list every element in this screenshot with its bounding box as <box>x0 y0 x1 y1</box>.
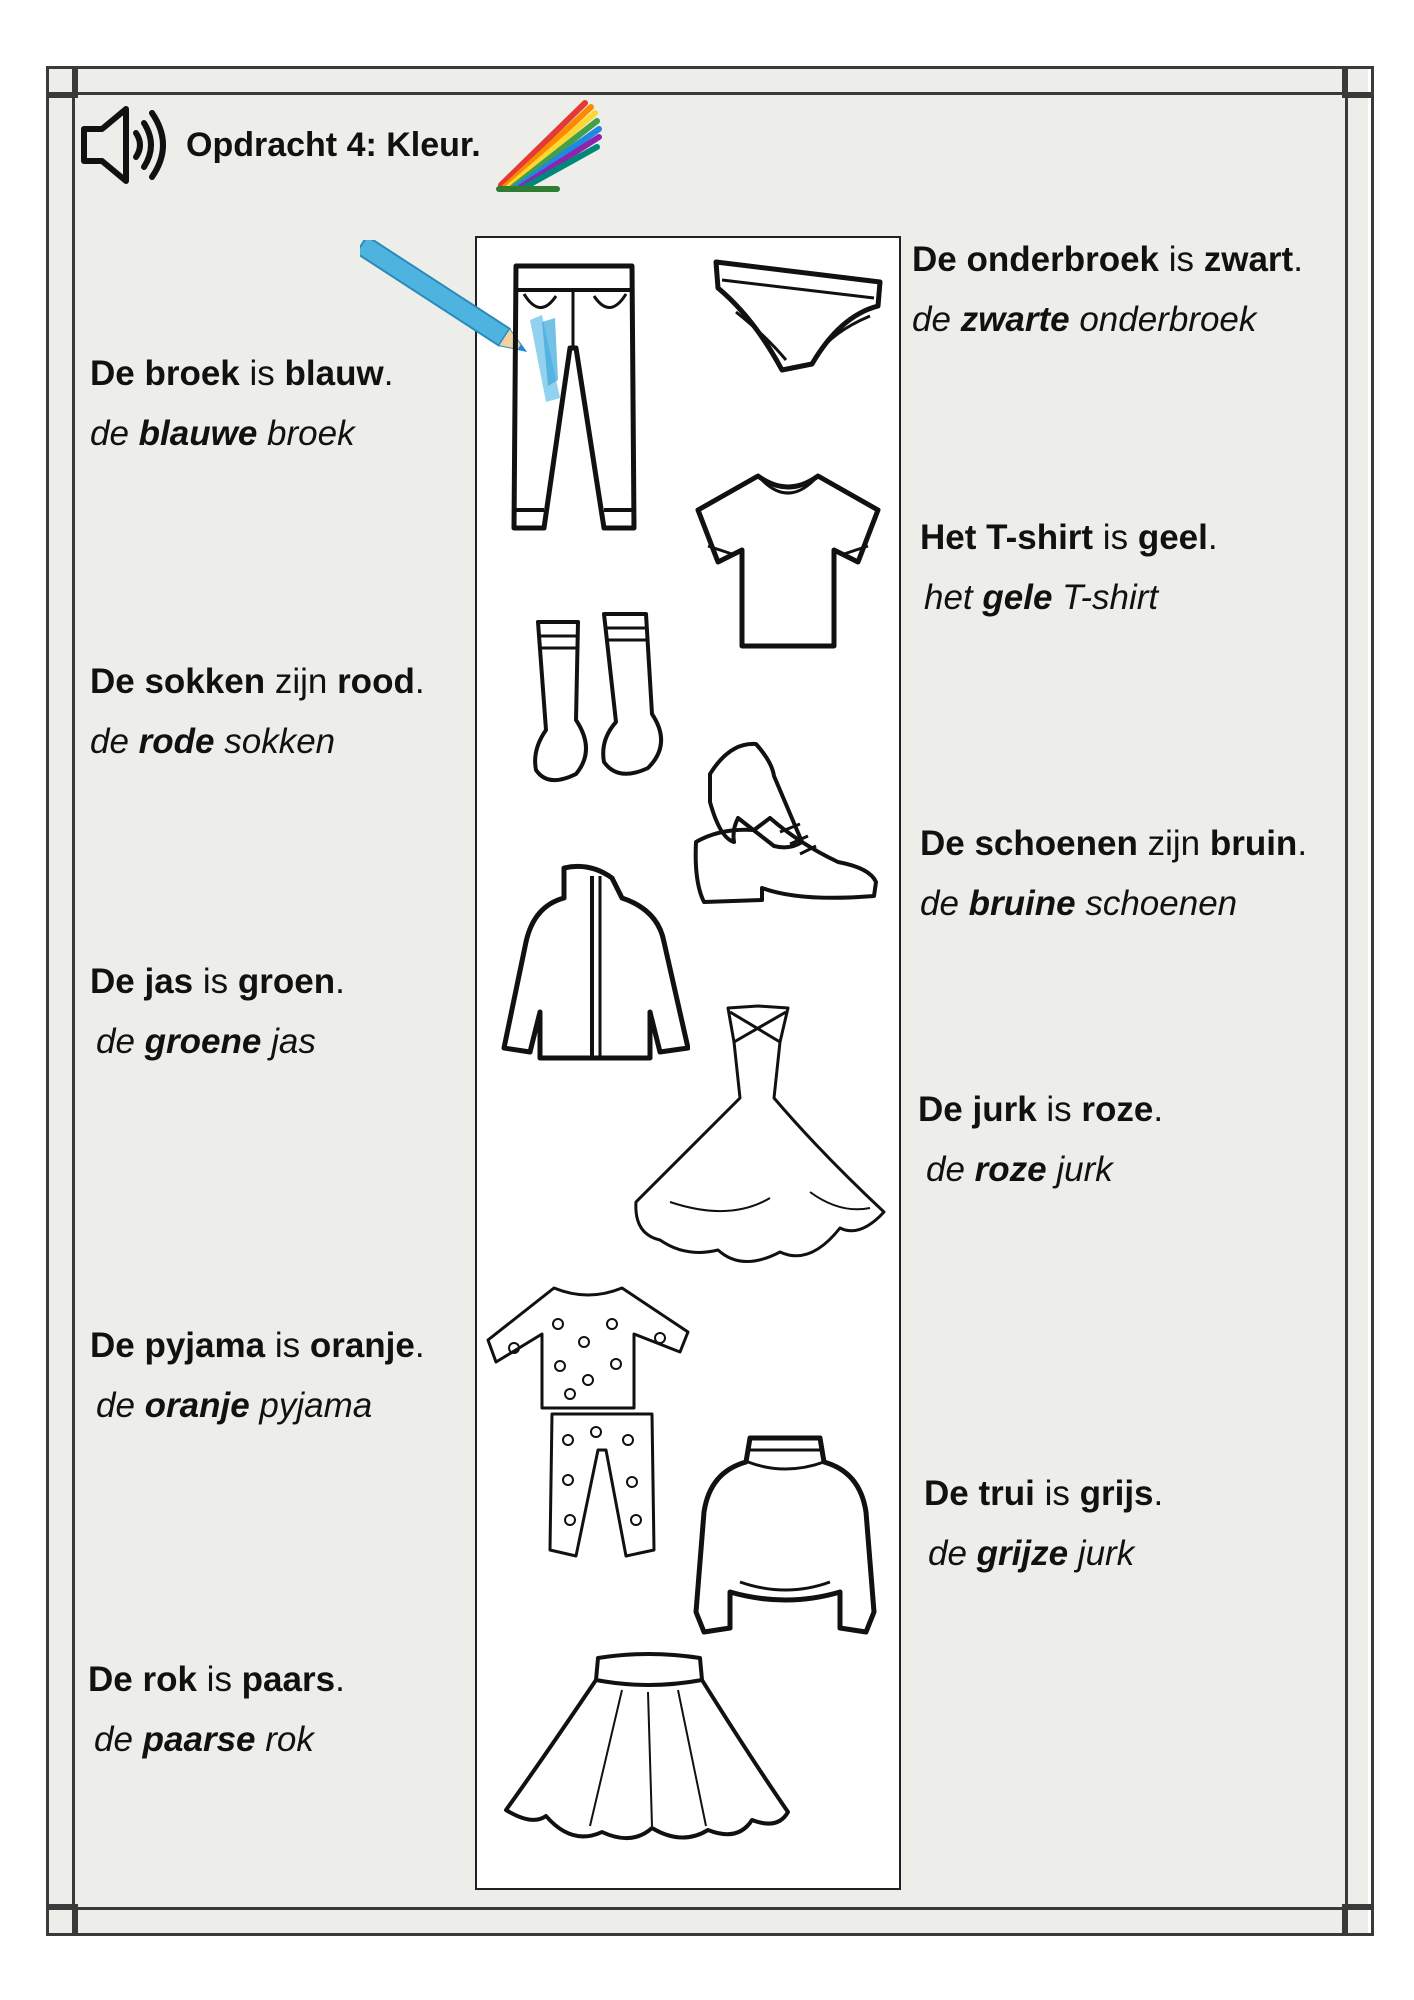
period: . <box>383 354 394 393</box>
color-word: oranje <box>309 1326 415 1365</box>
verb: is <box>239 354 285 393</box>
sentence-trousers <box>90 344 393 464</box>
frame-corner <box>46 1904 78 1936</box>
color-word: zwart <box>1203 240 1294 279</box>
adjective: roze <box>974 1150 1047 1189</box>
sentence-skirt <box>88 1650 345 1770</box>
pyjama-top-icon <box>484 1284 694 1412</box>
noun-italic: broek <box>257 414 355 453</box>
noun: De broek <box>90 354 240 393</box>
shoes-icon <box>690 732 884 912</box>
adjective: bruine <box>968 884 1076 923</box>
socks-icon <box>528 610 678 786</box>
article: het <box>924 578 983 617</box>
adjective: rode <box>138 722 215 761</box>
noun: Het T-shirt <box>920 518 1094 557</box>
noun-italic: sokken <box>214 722 336 761</box>
color-word: roze <box>1081 1090 1154 1129</box>
article: de <box>912 300 961 339</box>
frame-corner <box>1342 66 1374 98</box>
frame-corner <box>46 66 78 98</box>
sentence-underpants <box>912 230 1303 350</box>
noun: De rok <box>88 1660 197 1699</box>
verb: is <box>1036 1090 1082 1129</box>
noun: De jas <box>90 962 194 1001</box>
skirt-icon <box>502 1650 792 1846</box>
underpants-icon <box>712 256 884 376</box>
article: de <box>928 1534 977 1573</box>
color-word: paars <box>241 1660 336 1699</box>
period: . <box>414 662 425 701</box>
period: . <box>1297 824 1308 863</box>
color-word: rood <box>337 662 415 701</box>
adjective: gele <box>982 578 1053 617</box>
color-word: geel <box>1137 518 1208 557</box>
noun-italic: T-shirt <box>1052 578 1159 617</box>
period: . <box>335 1660 345 1699</box>
adjective: blauwe <box>138 414 258 453</box>
adjective: paarse <box>142 1720 256 1759</box>
noun: De sokken <box>90 662 266 701</box>
noun: De trui <box>924 1474 1035 1513</box>
verb: is <box>265 1326 310 1365</box>
article: de <box>96 1022 145 1061</box>
period: . <box>335 962 345 1001</box>
exercise-header <box>78 100 607 190</box>
sentence-socks <box>90 652 425 772</box>
pyjama-trousers-icon <box>546 1410 658 1560</box>
noun-italic: jurk <box>1046 1150 1113 1189</box>
verb: is <box>196 1660 242 1699</box>
speaker-icon[interactable] <box>78 99 176 191</box>
noun-italic: pyjama <box>249 1386 373 1425</box>
colored-pencils-icon <box>487 95 607 195</box>
noun-italic: onderbroek <box>1069 300 1257 339</box>
adjective: groene <box>144 1022 262 1061</box>
noun-italic: jas <box>261 1022 316 1061</box>
adjective: grijze <box>976 1534 1069 1573</box>
noun-italic: schoenen <box>1075 884 1238 923</box>
period: . <box>414 1326 425 1365</box>
frame-corner <box>1342 1904 1374 1936</box>
sentence-pyjama <box>90 1316 425 1436</box>
article: de <box>90 414 139 453</box>
article: de <box>90 722 139 761</box>
color-word: grijs <box>1079 1474 1154 1513</box>
verb: is <box>1093 518 1138 557</box>
noun-italic: jurk <box>1068 1534 1135 1573</box>
adjective: oranje <box>144 1386 250 1425</box>
noun: De onderbroek <box>912 240 1159 279</box>
noun: De schoenen <box>920 824 1138 863</box>
noun-italic: rok <box>255 1720 314 1759</box>
article: de <box>96 1386 145 1425</box>
sentence-shoes <box>920 814 1307 934</box>
color-word: bruin <box>1209 824 1298 863</box>
noun: De pyjama <box>90 1326 266 1365</box>
article: de <box>920 884 969 923</box>
sentence-t-shirt <box>920 508 1218 628</box>
period: . <box>1207 518 1218 557</box>
verb: is <box>193 962 238 1001</box>
trousers-icon <box>510 258 640 533</box>
period: . <box>1293 240 1303 279</box>
sentence-dress <box>918 1080 1163 1200</box>
verb: is <box>1159 240 1204 279</box>
exercise-title: Opdracht 4: Kleur. <box>186 125 481 164</box>
color-word: groen <box>237 962 336 1001</box>
verb: zijn <box>1137 824 1210 863</box>
t-shirt-icon <box>692 470 884 652</box>
article: de <box>926 1150 975 1189</box>
noun: De jurk <box>918 1090 1037 1129</box>
period: . <box>1153 1474 1164 1513</box>
adjective: zwarte <box>960 300 1070 339</box>
sentence-sweater <box>924 1464 1163 1584</box>
sentence-jacket <box>90 952 345 1072</box>
article: de <box>94 1720 143 1759</box>
verb: zijn <box>265 662 338 701</box>
color-word: blauw <box>284 354 384 393</box>
sweater-icon <box>690 1432 880 1642</box>
period: . <box>1153 1090 1164 1129</box>
verb: is <box>1034 1474 1080 1513</box>
dress-icon <box>630 1002 888 1272</box>
